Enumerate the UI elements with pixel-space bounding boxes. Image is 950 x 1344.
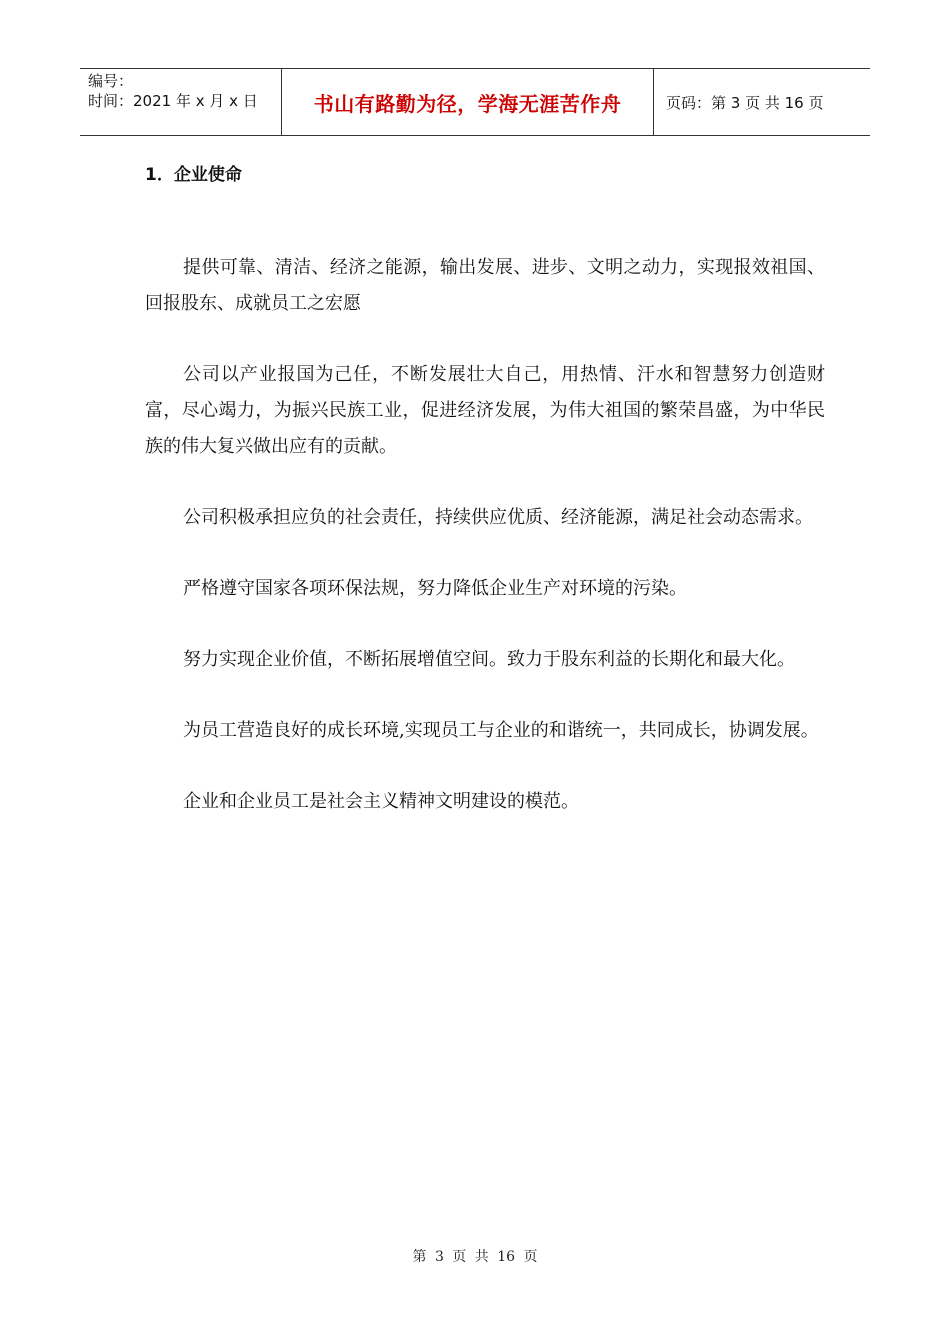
paragraph: 严格遵守国家各项环保法规，努力降低企业生产对环境的污染。 (183, 578, 687, 599)
section-title: 1．企业使命 (145, 165, 242, 185)
paragraph: 企业和企业员工是社会主义精神文明建设的模范。 (183, 791, 579, 812)
paragraph: 公司积极承担应负的社会责任，持续供应优质、经济能源，满足社会动态需求。 (183, 507, 813, 528)
paragraph: 努力实现企业价值，不断拓展增值空间。致力于股东利益的长期化和最大化。 (183, 649, 795, 670)
page-header (80, 68, 870, 136)
header-motto: 书山有路勤为径，学海无涯苦作舟 (282, 69, 654, 135)
paragraph: 提供可靠、清洁、经济之能源，输出发展、进步、文明之动力，实现报效祖国、回报股东、成就员工之宏愿 (145, 257, 825, 314)
page-footer: 第 3 页 共 16 页 (412, 1249, 538, 1265)
document-body (145, 250, 825, 820)
paragraph: 公司以产业报国为己任，不断发展壮大自己，用热情、汗水和智慧努力创造财富，尽心竭力，为振兴民族工业，促进经济发展，为伟大祖国的繁荣昌盛，为中华民族的伟大复兴做出应有的贡献。 (145, 364, 825, 457)
header-meta (80, 69, 282, 135)
header-page-info: 页码：第 3 页 共 16 页 (666, 93, 824, 112)
document-date: 时间：2021 年 x 月 x 日 (88, 92, 258, 110)
paragraph: 为员工营造良好的成长环境,实现员工与企业的和谐统一，共同成长，协调发展。 (183, 720, 819, 741)
document-number-label: 编号： (88, 72, 134, 90)
